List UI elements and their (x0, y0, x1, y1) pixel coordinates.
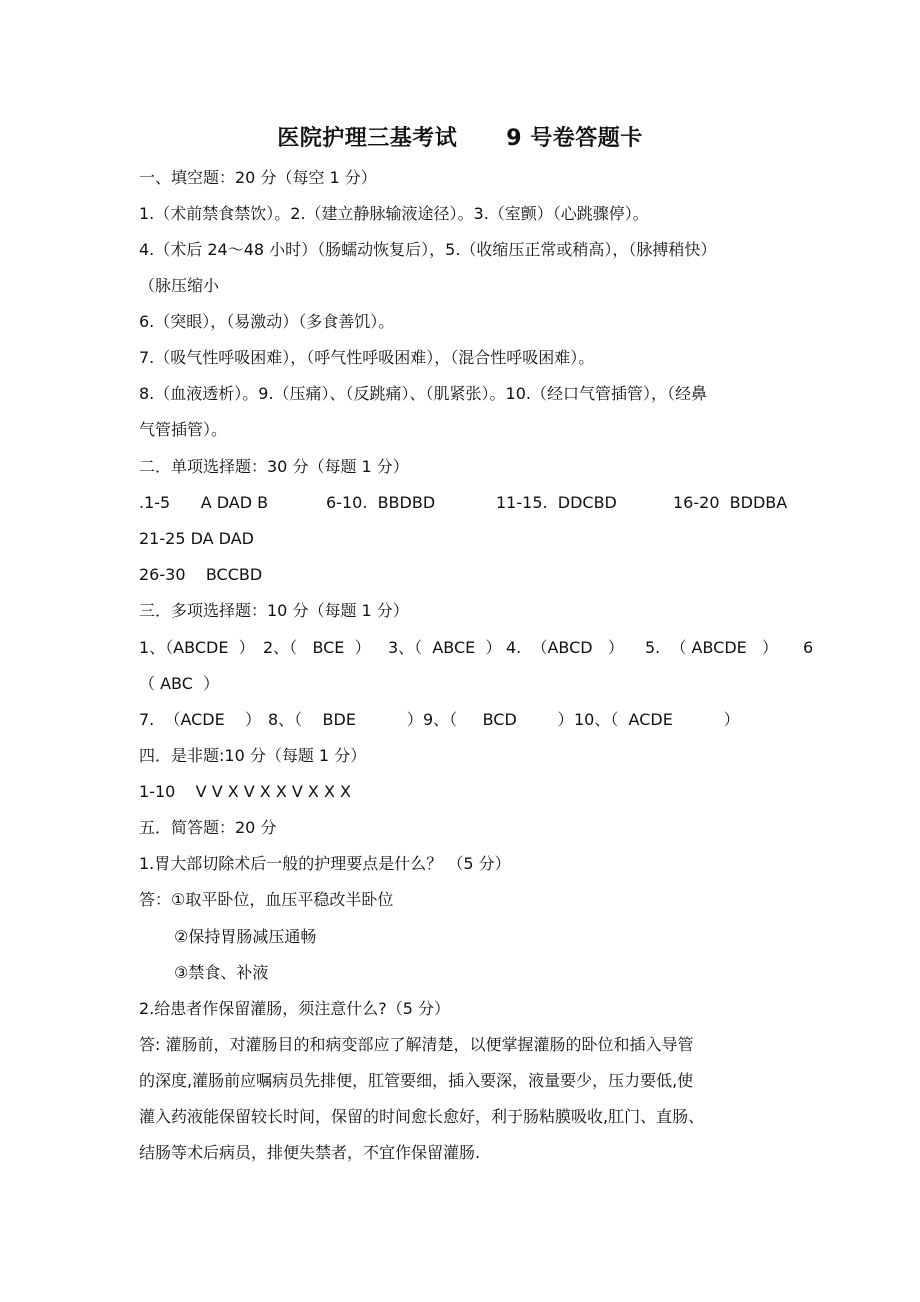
multi-choice-answer-7: 7. （ACDE ） (139, 710, 262, 729)
single-choice-answers-6-10: 6-10. BBDBD (326, 493, 436, 512)
short-answer-2-line: 的深度,灌肠前应嘱病员先排便，肛管要细，插入要深，液量要少，压力要低,使 (139, 1071, 694, 1090)
true-false-answers: 1-10 V V X V X X V X X X (139, 782, 351, 801)
section1-line: 4.（术后 24～48 小时）（肠蠕动恢复后），5.（收缩压正常或稍高），（脉搏稍快） (139, 240, 717, 259)
multi-choice-answer-3: 3、（ ABCE ） (388, 638, 502, 657)
short-answer-1-line: 答：①取平卧位，血压平稳改半卧位 (139, 890, 394, 909)
multi-choice-answer-10: 10、（ ACDE ） (574, 710, 740, 729)
multi-choice-answer-8: 8、（ BDE ） (268, 710, 423, 729)
single-choice-answers-11-15: 11-15. DDCBD (496, 493, 617, 512)
short-answer-2-line: 结肠等术后病员，排便失禁者，不宜作保留灌肠. (139, 1143, 481, 1162)
section1-line: 1.（术前禁食禁饮）。2.（建立静脉输液途径）。3.（室颤）（心跳骤停）。 (139, 204, 649, 223)
short-answer-question-2: 2.给患者作保留灌肠，须注意什么?（5 分） (139, 999, 451, 1018)
section1-line: 7.（吸气性呼吸困难），（呼气性呼吸困难），（混合性呼吸困难）。 (139, 348, 595, 367)
section4-heading: 四．是非题:10 分（每题 1 分） (139, 746, 367, 765)
section2-heading: 二．单项选择题：30 分（每题 1 分） (139, 457, 409, 476)
section1-line: 气管插管）。 (139, 420, 228, 439)
single-choice-answers-21-25: 21-25 DA DAD (139, 529, 254, 548)
single-choice-answers-1-5: .1-5 A DAD B (139, 493, 269, 512)
short-answer-1-line: ③禁食、补液 (174, 963, 269, 982)
multi-choice-answer-6-number: 6 (803, 638, 814, 657)
section1-line: 6.（突眼），（易激动）（多食善饥）。 (139, 312, 395, 331)
short-answer-2-line: 灌入药液能保留较长时间，保留的时间愈长愈好，利于肠粘膜吸收,肛门、直肠、 (139, 1107, 705, 1126)
multi-choice-answer-1: 1、（ABCDE ） (139, 638, 255, 657)
section5-heading: 五．简答题：20 分 (139, 818, 277, 837)
multi-choice-answer-5: 5. （ ABCDE ） (645, 638, 779, 657)
single-choice-answers-16-20: 16-20 BDDBA (673, 493, 788, 512)
multi-choice-answer-2: 2、（ BCE ） (263, 638, 371, 657)
multi-choice-answer-4: 4. （ABCD ） (506, 638, 624, 657)
section1-heading: 一、填空题：20 分（每空 1 分） (139, 168, 377, 187)
short-answer-question-1: 1.胃大部切除术后一般的护理要点是什么？ （5 分） (139, 854, 511, 873)
single-choice-answers-26-30: 26-30 BCCBD (139, 565, 263, 584)
short-answer-2-line: 答: 灌肠前，对灌肠目的和病变部应了解清楚，以便掌握灌肠的卧位和插入导管 (139, 1035, 694, 1054)
section1-line: （脉压缩小 (139, 276, 220, 295)
multi-choice-answer-9: 9、（ BCD ） (423, 710, 574, 729)
short-answer-1-line: ②保持胃肠减压通畅 (174, 927, 317, 946)
section1-line: 8.（血液透析）。9.（压痛）、（反跳痛）、（肌紧张）。10.（经口气管插管），（经鼻 (139, 384, 707, 403)
page-title: 医院护理三基考试 9 号卷答题卡 (277, 126, 643, 151)
section3-heading: 三．多项选择题：10 分（每题 1 分） (139, 601, 409, 620)
multi-choice-answer-6: （ ABC ） (139, 674, 220, 693)
